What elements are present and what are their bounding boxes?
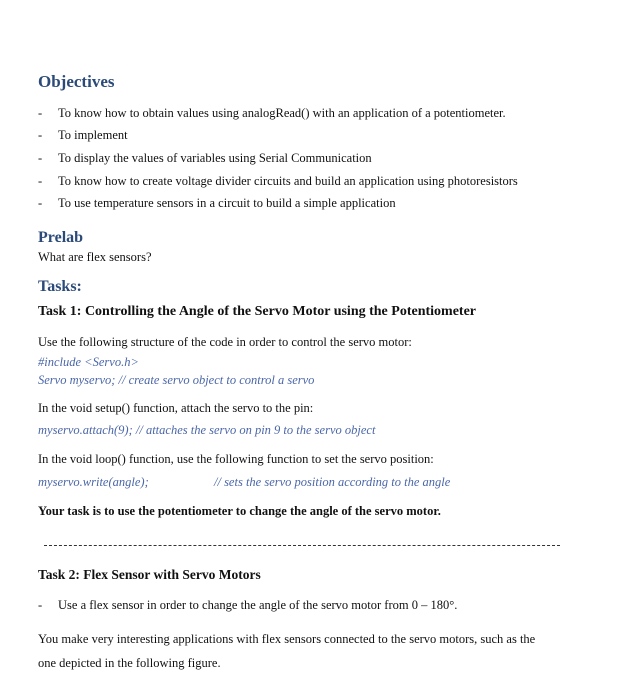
objective-item-2: To implement: [58, 128, 128, 142]
bullet: -: [38, 598, 43, 612]
code-servo-object: Servo myservo; // create servo object to control a servo: [38, 373, 315, 387]
task2-item: Use a flex sensor in order to change the angle of the servo motor from 0 – 180°.: [58, 598, 458, 612]
bullet: -: [38, 174, 43, 188]
objective-item-4: To know how to create voltage divider circuits and build an application using photoresistors: [58, 174, 518, 188]
bullet: -: [38, 196, 43, 210]
setup-text: In the void setup() function, attach the servo to the pin:: [38, 401, 314, 415]
objective-item-1: To know how to obtain values using analogRead() with an application of a potentiometer.: [58, 106, 506, 120]
bullet: -: [38, 128, 43, 142]
bullet: -: [38, 151, 43, 165]
code-write-comment: // sets the servo position according to the angle: [214, 475, 451, 489]
prelab-heading: Prelab: [38, 229, 84, 246]
task1-intro: Use the following structure of the code in order to control the servo motor:: [38, 335, 412, 349]
code-write: myservo.write(angle);: [38, 475, 149, 489]
code-attach: myservo.attach(9); // attaches the servo on pin 9 to the servo object: [38, 423, 376, 437]
code-include: #include <Servo.h>: [38, 355, 139, 369]
task1-title: Task 1: Controlling the Angle of the Servo Motor using the Potentiometer: [38, 304, 476, 319]
loop-text: In the void loop() function, use the following function to set the servo position:: [38, 452, 434, 466]
objective-item-3: To display the values of variables using Serial Communication: [58, 151, 372, 165]
task2-title: Task 2: Flex Sensor with Servo Motors: [38, 567, 261, 582]
task2-paragraph-line1: You make very interesting applications with flex sensors connected to the servo motors, such as the: [38, 632, 536, 646]
prelab-question: What are flex sensors?: [38, 250, 152, 264]
section-divider: [44, 545, 560, 546]
task2-paragraph-line2: one depicted in the following figure.: [38, 656, 221, 670]
bullet: -: [38, 106, 43, 120]
tasks-heading: Tasks:: [38, 278, 82, 295]
objectives-heading: Objectives: [38, 72, 115, 91]
objective-item-5: To use temperature sensors in a circuit to build a simple application: [58, 196, 396, 210]
task1-goal: Your task is to use the potentiometer to change the angle of the servo motor.: [38, 504, 441, 518]
